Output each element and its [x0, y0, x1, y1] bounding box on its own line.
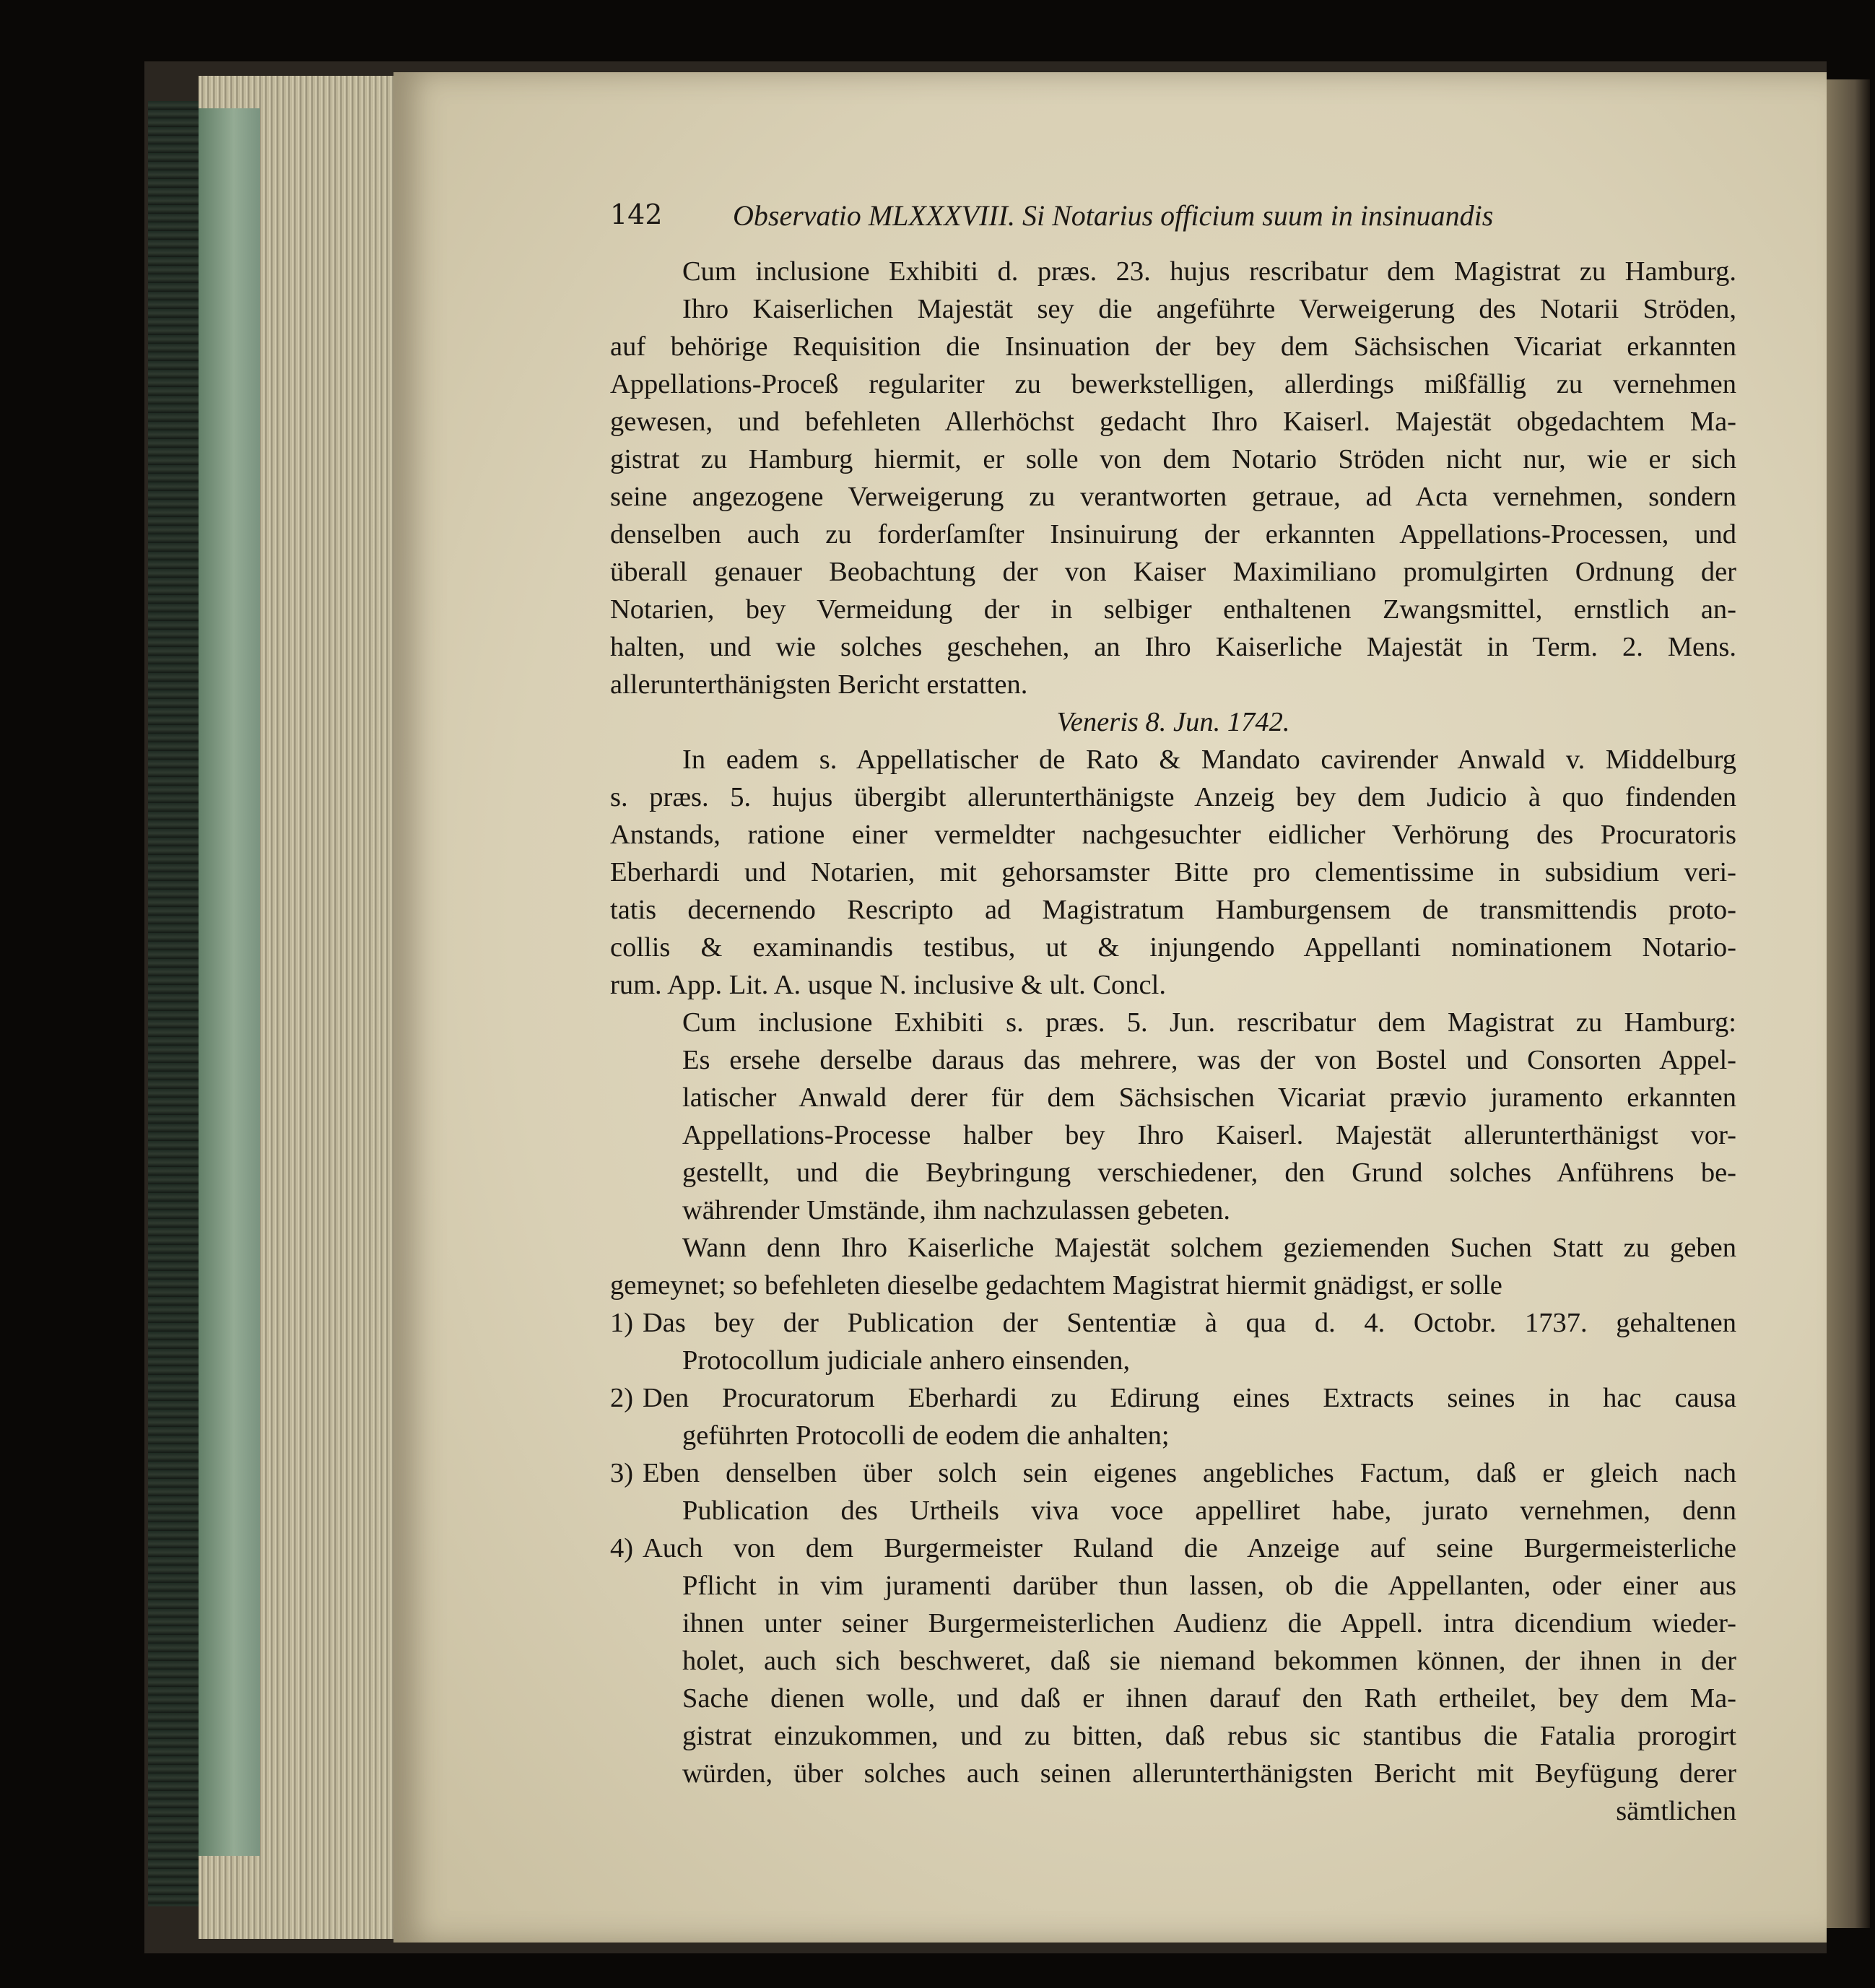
- item-number: 2): [610, 1383, 634, 1413]
- text-line: halten, und wie solches geschehen, an Ihro Kaiserliche Majestät in Term. 2. Mens.: [610, 632, 1736, 662]
- text-line: rum. App. Lit. A. usque N. inclusive & ult. Concl.: [610, 970, 1166, 1000]
- item-continuation: Publication des Urtheils viva voce appelliret habe, jurato vernehmen, denn: [682, 1496, 1736, 1526]
- text-line: auf behörige Requisition die Insinuation der bey dem Sächsischen Vicariat erkannten: [610, 331, 1736, 362]
- text-line: collis & examinandis testibus, ut & injungendo Appellanti nominationem Notario-: [610, 932, 1736, 963]
- text-line: gistrat zu Hamburg hiermit, er solle von dem Notario Ströden nicht nur, wie er sich: [610, 444, 1736, 474]
- text-line: Cum inclusione Exhibiti d. præs. 23. hujus rescribatur dem Magistrat zu Hamburg.: [682, 256, 1736, 287]
- item-continuation: ihnen unter seiner Burgermeisterlichen Audienz die Appell. intra dicendium wieder-: [682, 1608, 1736, 1638]
- item-text: Auch von dem Burgermeister Ruland die Anzeige auf seine Burgermeisterliche: [643, 1533, 1736, 1563]
- item-number: 3): [610, 1458, 634, 1488]
- item-continuation: würden, über solches auch seinen allerunterthänigsten Bericht mit Beyfügung derer: [682, 1758, 1736, 1789]
- item-continuation: holet, auch sich beschweret, daß sie niemand bekommen können, der ihnen in der: [682, 1646, 1736, 1676]
- list-item: [610, 1454, 1736, 1492]
- page-number: 142: [610, 199, 663, 230]
- text-line: denselben auch zu forderſamſter Insinuirung der erkannten Appellations-Processen, und: [610, 519, 1736, 550]
- text-line: gewesen, und befehleten Allerhöchst gedacht Ihro Kaiserl. Majestät obgedachtem Ma-: [610, 407, 1736, 437]
- item-text: Eben denselben über solch sein eigenes angebliches Factum, daß er gleich nach: [643, 1458, 1736, 1488]
- item-continuation: Sache dienen wolle, und daß er ihnen darauf den Rath ertheilet, bey dem Ma-: [682, 1683, 1736, 1714]
- item-continuation: gistrat einzukommen, und zu bitten, daß rebus sic stantibus die Fatalia prorogirt: [682, 1721, 1736, 1751]
- text-line: Wann denn Ihro Kaiserliche Majestät solchem geziemenden Suchen Statt zu geben: [682, 1233, 1736, 1263]
- text-line: allerunterthänigsten Bericht erstatten.: [610, 669, 1028, 700]
- item-continuation: geführten Protocolli de eodem die anhalten;: [682, 1420, 1170, 1451]
- item-continuation: Protocollum judiciale anhero einsenden,: [682, 1345, 1131, 1376]
- page-text: [610, 253, 1736, 1830]
- book-edge-green: [195, 108, 260, 1856]
- text-line: Es ersehe derselbe daraus das mehrere, was der von Bostel und Consorten Appel-: [682, 1045, 1736, 1075]
- text-line: Cum inclusione Exhibiti s. præs. 5. Jun. rescribatur dem Magistrat zu Hamburg:: [682, 1007, 1736, 1038]
- text-line: Ihro Kaiserlichen Majestät sey die angeführte Verweigerung des Notarii Ströden,: [682, 294, 1736, 324]
- item-text: Das bey der Publication der Sententiæ à qua d. 4. Octobr. 1737. gehaltenen: [643, 1308, 1736, 1338]
- item-continuation: Pflicht in vim juramenti darüber thun lassen, ob die Appellanten, oder einer aus: [682, 1571, 1736, 1601]
- text-line: gemeynet; so befehleten dieselbe gedachtem Magistrat hiermit gnädigst, er solle: [610, 1270, 1502, 1301]
- list-item: [610, 1304, 1736, 1342]
- list-item: [610, 1529, 1736, 1567]
- text-line: Notarien, bey Vermeidung der in selbiger enthaltenen Zwangsmittel, ernstlich an-: [610, 594, 1736, 625]
- text-line: tatis decernendo Rescripto ad Magistratum Hamburgensem de transmittendis proto-: [610, 895, 1736, 925]
- text-line: Anstands, ratione einer vermeldter nachgesuchter eidlicher Verhörung des Procuratoris: [610, 820, 1736, 850]
- item-number: 4): [610, 1533, 634, 1563]
- page-fold: [1819, 79, 1870, 1928]
- text-line: währender Umstände, ihm nachzulassen gebeten.: [682, 1195, 1231, 1225]
- text-line: Appellations-Proceß regulariter zu bewerkstelligen, allerdings mißfällig zu vernehmen: [610, 369, 1736, 399]
- text-line: überall genauer Beobachtung der von Kaiser Maximiliano promulgirten Ordnung der: [610, 557, 1736, 587]
- text-line: Eberhardi und Notarien, mit gehorsamster Bitte pro clementissime in subsidium veri-: [610, 857, 1736, 887]
- page-header: [610, 199, 1664, 242]
- text-line: s. præs. 5. hujus übergibt allerunterthänigste Anzeig bey dem Judicio à quo findenden: [610, 782, 1736, 812]
- item-number: 1): [610, 1308, 634, 1338]
- text-line: latischer Anwald derer für dem Sächsischen Vicariat prævio juramento erkannten: [682, 1082, 1736, 1113]
- date-line: Veneris 8. Jun. 1742.: [1056, 707, 1290, 737]
- text-line: Appellations-Processe halber bey Ihro Kaiserl. Majestät allerunterthänigst vor-: [682, 1120, 1736, 1150]
- running-title: Observatio MLXXXVIII. Si Notarius officium suum in insinuandis: [733, 199, 1494, 232]
- text-line: seine angezogene Verweigerung zu verantworten getraue, ad Acta vernehmen, sondern: [610, 482, 1736, 512]
- book-spine: [148, 101, 199, 1906]
- list-item: [610, 1379, 1736, 1417]
- catchword: sämtlichen: [1616, 1796, 1736, 1826]
- text-line: gestellt, und die Beybringung verschiedener, den Grund solches Anführens be-: [682, 1158, 1736, 1188]
- item-text: Den Procuratorum Eberhardi zu Edirung eines Extracts seines in hac causa: [643, 1383, 1736, 1413]
- text-line: In eadem s. Appellatischer de Rato & Mandato cavirender Anwald v. Middelburg: [682, 745, 1736, 775]
